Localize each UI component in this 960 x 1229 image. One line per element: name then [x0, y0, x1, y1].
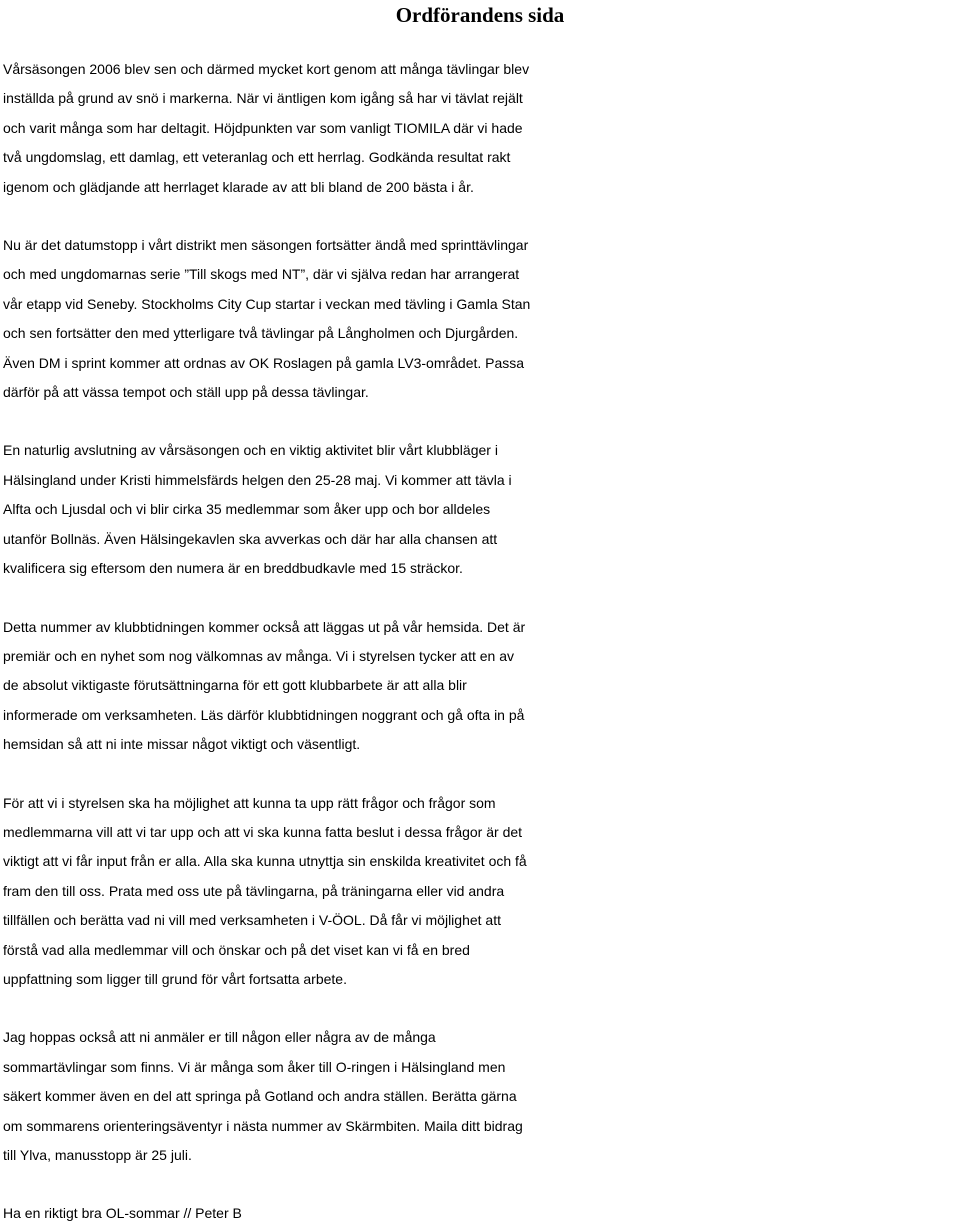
text-line: inställda på grund av snö i markerna. När vi äntligen kom igång så har vi tävlat rejält	[3, 90, 523, 107]
page-title: Ordförandens sida	[395, 3, 565, 27]
text-line: två ungdomslag, ett damlag, ett veteranlag och ett herrlag. Godkända resultat rakt	[3, 149, 511, 166]
text-line: utanför Bollnäs. Även Hälsingekavlen ska avverkas och där har alla chansen att	[3, 530, 498, 547]
text-line: vår etapp vid Seneby. Stockholms City Cup startar i veckan med tävling i Gamla Stan	[3, 295, 531, 312]
text-line: Jag hoppas också att ni anmäler er till någon eller några av de många	[3, 1029, 436, 1046]
text-line: Vårsäsongen 2006 blev sen och därmed mycket kort genom att många tävlingar blev	[3, 61, 530, 77]
text-line: och med ungdomarnas serie ”Till skogs med NT”, där vi själva redan har arrangerat	[3, 266, 520, 283]
text-line: tillfällen och berätta vad ni vill med verksamheten i V-ÖOL. Då får vi möjlighet att	[3, 912, 501, 929]
paragraph-6	[3, 1023, 956, 1170]
text-line: viktigt att vi får input från er alla. Alla ska kunna utnyttja sin enskilda kreativitet och få	[3, 853, 527, 870]
text-line: Även DM i sprint kommer att ordnas av OK Roslagen på gamla LV3-området. Passa	[3, 354, 525, 371]
text-line: till Ylva, manusstopp är 25 juli.	[3, 1147, 192, 1163]
text-line: säkert kommer även en del att springa på Gotland och andra ställen. Berätta gärna	[3, 1088, 517, 1105]
paragraph-4	[3, 613, 956, 760]
text-line: informerade om verksamheten. Läs därför klubbtidningen noggrant och gå ofta in på	[3, 706, 525, 723]
text-line: En naturlig avslutning av vårsäsongen och en viktig aktivitet blir vårt klubbläger i	[3, 442, 498, 459]
text-line: sommartävlingar som finns. Vi är många som åker till O-ringen i Hälsingland men	[3, 1058, 506, 1075]
text-line: om sommarens orienteringsäventyr i nästa nummer av Skärmbiten. Maila ditt bidrag	[3, 1117, 523, 1134]
text-line: de absolut viktigaste förutsättningarna för ett gott klubbarbete är att alla blir	[3, 677, 467, 694]
text-line: igenom och glädjande att herrlaget klarade av att bli bland de 200 bästa i år.	[3, 178, 474, 195]
text-line: fram den till oss. Prata med oss ute på tävlingarna, på träningarna eller vid andra	[3, 882, 505, 899]
text-line: premiär och en nyhet som nog välkomnas av många. Vi i styrelsen tycker att en av	[3, 647, 514, 664]
text-line: och sen fortsätter den med ytterligare två tävlingar på Långholmen och Djurgården.	[3, 325, 519, 342]
text-line: Nu är det datumstopp i vårt distrikt men säsongen fortsätter ändå med sprinttävlingar	[3, 237, 529, 254]
paragraph-2	[3, 231, 956, 407]
text-line: För att vi i styrelsen ska ha möjlighet att kunna ta upp rätt frågor och frågor som	[3, 794, 496, 811]
text-line: kvalificera sig eftersom den numera är en breddbudkavle med 15 sträckor.	[3, 560, 463, 577]
text-line: uppfattning som ligger till grund för vårt fortsatta arbete.	[3, 970, 347, 987]
signoff: Ha en riktigt bra OL-sommar // Peter B	[3, 1205, 242, 1222]
text-line: Alfta och Ljusdal och vi blir cirka 35 medlemmar som åker upp och bor alldeles	[3, 501, 491, 518]
text-line: hemsidan så att ni inte missar något viktigt och väsentligt.	[3, 736, 361, 753]
text-line: därför på att vässa tempot och ställ upp på dessa tävlingar.	[3, 384, 369, 401]
text-line: medlemmarna vill att vi tar upp och att vi ska kunna fatta beslut i dessa frågor är det	[3, 823, 523, 840]
text-line: Hälsingland under Kristi himmelsfärds helgen den 25-28 maj. Vi kommer att tävla i	[3, 471, 512, 488]
text-line: och varit många som har deltagit. Höjdpunkten var som vanligt TIOMILA där vi hade	[3, 119, 523, 136]
text-line: förstå vad alla medlemmar vill och önskar och på det viset kan vi få en bred	[3, 941, 470, 958]
paragraph-5	[3, 789, 956, 995]
text-line: Detta nummer av klubbtidningen kommer också att läggas ut på vår hemsida. Det är	[3, 618, 526, 635]
paragraph-1	[3, 55, 956, 202]
document-body	[3, 55, 956, 1229]
paragraph-3	[3, 436, 956, 583]
